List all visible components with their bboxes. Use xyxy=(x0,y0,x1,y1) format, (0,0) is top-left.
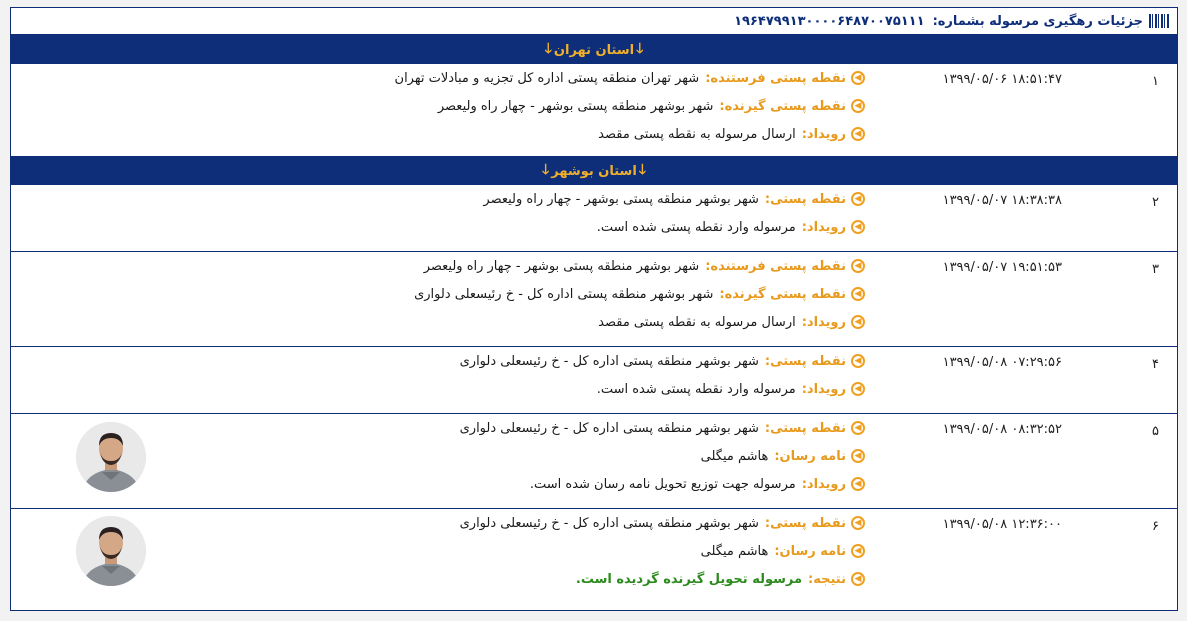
left-arrow-circle-icon: ◀ xyxy=(851,220,865,234)
row-line xyxy=(460,442,865,470)
line-label: نتیجه: xyxy=(808,571,846,587)
tracking-number: ۱۹۶۴۷۹۹۱۳۰۰۰۰۶۴۸۷۰۰۷۵۱۱۱ xyxy=(734,13,925,29)
province-header-tehran xyxy=(11,36,1177,64)
line-value: مرسوله وارد نقطه پستی شده است. xyxy=(596,381,796,397)
down-arrow-icon: 🡓 xyxy=(541,162,550,178)
barcode-icon xyxy=(1149,14,1169,28)
row-line xyxy=(460,375,865,403)
row-line xyxy=(460,414,865,442)
row-line xyxy=(414,280,865,308)
line-label: رویداد: xyxy=(801,314,846,330)
row-line xyxy=(483,185,865,213)
line-value: شهر بوشهر منطقه پستی اداره کل - خ رئیسعلی دلواری xyxy=(414,286,714,302)
row-line xyxy=(483,213,865,241)
line-label: رویداد: xyxy=(801,476,846,492)
row-datetime: ۱۳۹۹/۰۵/۰۸ ۰۸:۳۲:۵۲ xyxy=(942,422,1062,437)
line-value: مرسوله جهت توزیع تحویل نامه رسان شده است. xyxy=(529,476,796,492)
line-value: شهر بوشهر منطقه پستی اداره کل - خ رئیسعلی دلواری xyxy=(459,515,759,531)
row-datetime: ۱۳۹۹/۰۵/۰۸ ۱۲:۳۶:۰۰ xyxy=(942,517,1062,532)
tracking-row xyxy=(11,252,1177,347)
line-value: مرسوله وارد نقطه پستی شده است. xyxy=(596,219,796,235)
line-label: نقطه پستی فرستنده: xyxy=(705,258,846,274)
tracking-row xyxy=(11,185,1177,252)
line-value: شهر تهران منطقه پستی اداره کل تجزیه و مبادلات تهران xyxy=(394,70,700,86)
row-line xyxy=(460,565,865,593)
left-arrow-circle-icon: ◀ xyxy=(851,127,865,141)
row-index: ۱ xyxy=(1152,74,1159,89)
tracking-row xyxy=(11,509,1177,604)
tracking-title-bar xyxy=(11,8,1177,36)
line-label: نقطه پستی: xyxy=(764,191,846,207)
row-line xyxy=(414,308,865,336)
row-line xyxy=(460,509,865,537)
left-arrow-circle-icon: ◀ xyxy=(851,449,865,463)
left-arrow-circle-icon: ◀ xyxy=(851,572,865,586)
row-datetime: ۱۳۹۹/۰۵/۰۸ ۰۷:۲۹:۵۶ xyxy=(942,355,1062,370)
row-line xyxy=(460,537,865,565)
left-arrow-circle-icon: ◀ xyxy=(851,382,865,396)
line-label: رویداد: xyxy=(801,126,846,142)
province-header-bushehr xyxy=(11,157,1177,185)
left-arrow-circle-icon: ◀ xyxy=(851,421,865,435)
left-arrow-circle-icon: ◀ xyxy=(851,354,865,368)
row-datetime: ۱۳۹۹/۰۵/۰۶ ۱۸:۵۱:۴۷ xyxy=(942,72,1062,87)
left-arrow-circle-icon: ◀ xyxy=(851,71,865,85)
tracking-row xyxy=(11,414,1177,509)
result-value: مرسوله تحویل گیرنده گردیده است. xyxy=(575,571,803,587)
left-arrow-circle-icon: ◀ xyxy=(851,287,865,301)
line-value: شهر بوشهر منطقه پستی اداره کل - خ رئیسعلی دلواری xyxy=(459,353,759,369)
line-value: شهر بوشهر منطقه پستی بوشهر - چهار راه ولیعصر xyxy=(437,98,714,114)
row-index: ۳ xyxy=(1152,262,1159,277)
row-line xyxy=(460,347,865,375)
row-index: ۴ xyxy=(1152,357,1159,372)
line-value: شهر بوشهر منطقه پستی بوشهر - چهار راه ولیعصر xyxy=(423,258,700,274)
postman-avatar xyxy=(76,422,146,492)
left-arrow-circle-icon: ◀ xyxy=(851,544,865,558)
down-arrow-icon: 🡓 xyxy=(636,41,644,57)
row-index: ۶ xyxy=(1152,519,1159,534)
tracking-row xyxy=(11,347,1177,414)
row-datetime: ۱۳۹۹/۰۵/۰۷ ۱۸:۳۸:۳۸ xyxy=(942,193,1062,208)
tracking-panel xyxy=(10,7,1178,611)
line-label: نقطه پستی: xyxy=(764,420,846,436)
left-arrow-circle-icon: ◀ xyxy=(851,315,865,329)
line-value: شهر بوشهر منطقه پستی اداره کل - خ رئیسعلی دلواری xyxy=(459,420,759,436)
row-line xyxy=(395,64,865,92)
line-label: نقطه پستی فرستنده: xyxy=(705,70,846,86)
down-arrow-icon: 🡓 xyxy=(544,41,552,57)
line-value: هاشم میگلی xyxy=(700,543,769,559)
line-label: نقطه پستی: xyxy=(764,515,846,531)
row-datetime: ۱۳۹۹/۰۵/۰۷ ۱۹:۵۱:۵۳ xyxy=(942,260,1062,275)
left-arrow-circle-icon: ◀ xyxy=(851,259,865,273)
line-value: هاشم میگلی xyxy=(700,448,769,464)
postman-avatar xyxy=(76,516,146,586)
line-label: نامه رسان: xyxy=(774,448,846,464)
left-arrow-circle-icon: ◀ xyxy=(851,477,865,491)
province-name: استان تهران xyxy=(553,42,635,58)
row-line xyxy=(395,92,865,120)
line-label: رویداد: xyxy=(801,219,846,235)
row-line xyxy=(414,252,865,280)
tracking-row xyxy=(11,64,1177,157)
line-label: رویداد: xyxy=(801,381,846,397)
row-index: ۲ xyxy=(1152,195,1159,210)
row-line xyxy=(395,120,865,148)
line-value: ارسال مرسوله به نقطه پستی مقصد xyxy=(598,314,796,330)
line-label: نقطه پستی گیرنده: xyxy=(719,286,846,302)
row-index: ۵ xyxy=(1152,424,1159,439)
left-arrow-circle-icon: ◀ xyxy=(851,192,865,206)
line-label: نقطه پستی گیرنده: xyxy=(719,98,846,114)
row-line xyxy=(460,470,865,498)
line-value: ارسال مرسوله به نقطه پستی مقصد xyxy=(598,126,796,142)
tracking-title-label: جزئیات رهگیری مرسوله بشماره: xyxy=(932,13,1143,29)
line-value: شهر بوشهر منطقه پستی بوشهر - چهار راه ولیعصر xyxy=(483,191,759,207)
line-label: نامه رسان: xyxy=(774,543,846,559)
left-arrow-circle-icon: ◀ xyxy=(851,99,865,113)
province-name: استان بوشهر xyxy=(551,163,637,179)
left-arrow-circle-icon: ◀ xyxy=(851,516,865,530)
line-label: نقطه پستی: xyxy=(764,353,846,369)
down-arrow-icon: 🡓 xyxy=(638,162,647,178)
